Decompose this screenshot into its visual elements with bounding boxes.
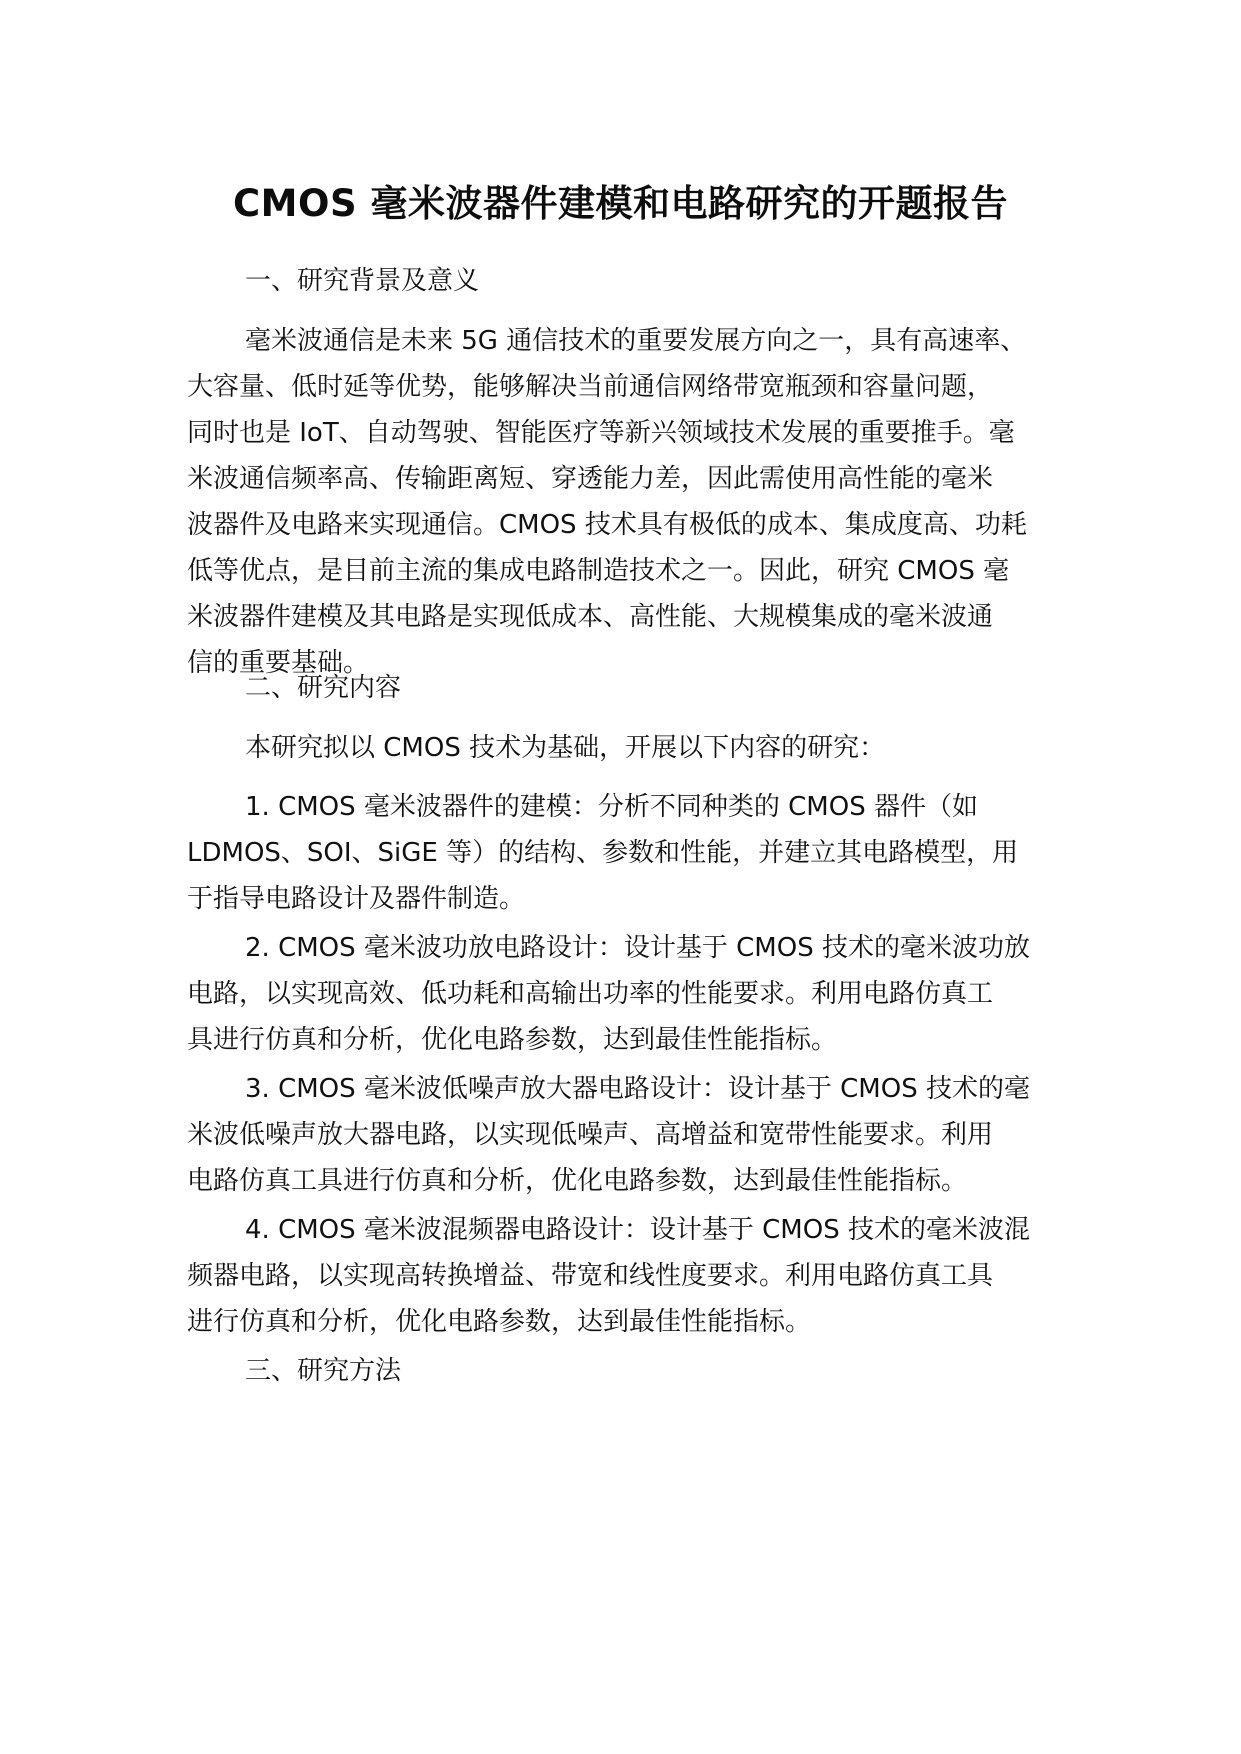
- section-heading-method: 三、研究方法: [245, 1356, 402, 1386]
- paragraph-line: 毫米波通信是未来 5G 通信技术的重要发展方向之一，具有高速率、: [245, 326, 1027, 356]
- intro-line: 本研究拟以 CMOS 技术为基础，开展以下内容的研究：: [245, 733, 886, 763]
- item-line: 频器电路，以实现高转换增益、带宽和线性度要求。利用电路仿真工具: [187, 1261, 994, 1291]
- content-item-1: [187, 784, 1055, 922]
- item-line: 具进行仿真和分析，优化电路参数，达到最佳性能指标。: [187, 1025, 838, 1055]
- item-line: 电路，以实现高效、低功耗和高输出功率的性能要求。利用电路仿真工: [187, 979, 994, 1009]
- document-title: CMOS 毫米波器件建模和电路研究的开题报告: [233, 182, 1008, 225]
- paragraph-line: 信的重要基础。: [187, 648, 370, 678]
- content-item-2: [187, 925, 1055, 1063]
- content-item-4: [187, 1207, 1055, 1345]
- item-line: 米波低噪声放大器电路，以实现低噪声、高增益和宽带性能要求。利用: [187, 1120, 994, 1150]
- item-line: 1. CMOS 毫米波器件的建模：分析不同种类的 CMOS 器件（如: [245, 792, 978, 822]
- item-line: LDMOS、SOI、SiGE 等）的结构、参数和性能，并建立其电路模型，用: [187, 838, 1019, 868]
- item-line: 电路仿真工具进行仿真和分析，优化电路参数，达到最佳性能指标。: [187, 1166, 968, 1196]
- content-item-3: [187, 1066, 1055, 1204]
- section-paragraph-background: [187, 318, 1055, 686]
- paragraph-line: 米波器件建模及其电路是实现低成本、高性能、大规模集成的毫米波通: [187, 602, 994, 632]
- paragraph-line: 波器件及电路来实现通信。CMOS 技术具有极低的成本、集成度高、功耗: [187, 510, 1027, 540]
- item-line: 进行仿真和分析，优化电路参数，达到最佳性能指标。: [187, 1307, 812, 1337]
- item-line: 4. CMOS 毫米波混频器电路设计：设计基于 CMOS 技术的毫米波混: [245, 1215, 1030, 1245]
- item-line: 2. CMOS 毫米波功放电路设计：设计基于 CMOS 技术的毫米波功放: [245, 933, 1030, 963]
- item-line: 3. CMOS 毫米波低噪声放大器电路设计：设计基于 CMOS 技术的毫: [245, 1074, 1030, 1104]
- paragraph-line: 同时也是 IoT、自动驾驶、智能医疗等新兴领域技术发展的重要推手。毫: [187, 418, 1015, 448]
- item-line: 于指导电路设计及器件制造。: [187, 884, 526, 914]
- section-heading-background: 一、研究背景及意义: [245, 266, 480, 296]
- paragraph-line: 大容量、低时延等优势，能够解决当前通信网络带宽瓶颈和容量问题，: [187, 372, 994, 402]
- section-heading-content: 二、研究内容: [245, 673, 402, 703]
- paragraph-line: 低等优点，是目前主流的集成电路制造技术之一。因此，研究 CMOS 毫: [187, 556, 1010, 586]
- section-intro: [187, 725, 1055, 771]
- paragraph-line: 米波通信频率高、传输距离短、穿透能力差，因此需使用高性能的毫米: [187, 464, 994, 494]
